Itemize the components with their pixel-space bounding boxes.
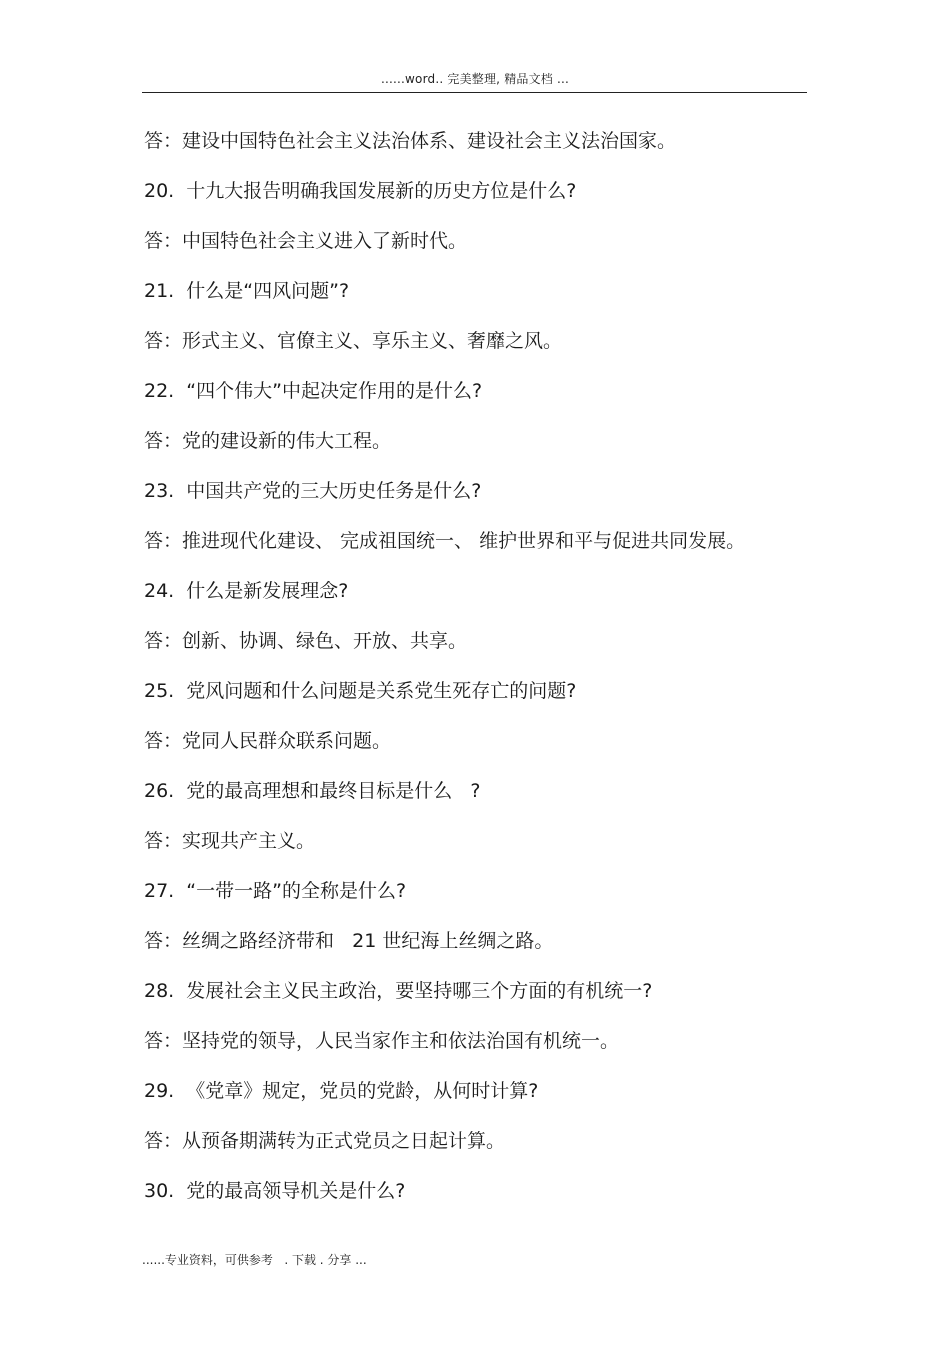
question-line: 25. 党风问题和什么问题是关系党生死存亡的问题? bbox=[144, 680, 577, 702]
answer-line: 答：形式主义、官僚主义、享乐主义、奢靡之风。 bbox=[144, 330, 563, 352]
answer-line: 答：实现共产主义。 bbox=[144, 830, 316, 852]
question-line: 28. 发展社会主义民主政治，要坚持哪三个方面的有机统一? bbox=[144, 980, 653, 1002]
question-line: 26. 党的最高理想和最终目标是什么 ? bbox=[144, 780, 481, 802]
answer-line: 答：创新、协调、绿色、开放、共享。 bbox=[144, 630, 468, 652]
answer-line: 答：丝绸之路经济带和 21 世纪海上丝绸之路。 bbox=[144, 930, 554, 952]
answer-line: 答：推进现代化建设、 完成祖国统一、 维护世界和平与促进共同发展。 bbox=[144, 530, 746, 552]
question-line: 22. “四个伟大”中起决定作用的是什么? bbox=[144, 380, 483, 402]
answer-line: 答：党同人民群众联系问题。 bbox=[144, 730, 392, 752]
question-line: 30. 党的最高领导机关是什么? bbox=[144, 1180, 406, 1202]
answer-line: 答：中国特色社会主义进入了新时代。 bbox=[144, 230, 468, 252]
question-line: 20. 十九大报告明确我国发展新的历史方位是什么? bbox=[144, 180, 577, 202]
question-line: 27. “一带一路”的全称是什么? bbox=[144, 880, 407, 902]
question-line: 29. 《党章》规定，党员的党龄，从何时计算? bbox=[144, 1080, 539, 1102]
page-header: ......word.. 完美整理, 精品文档 ... bbox=[380, 72, 570, 86]
page-footer: ......专业资料，可供参考 . 下载 . 分享 ... bbox=[142, 1253, 367, 1267]
question-line: 21. 什么是“四风问题”? bbox=[144, 280, 350, 302]
answer-line: 答：党的建设新的伟大工程。 bbox=[144, 430, 392, 452]
answer-line: 答：从预备期满转为正式党员之日起计算。 bbox=[144, 1130, 506, 1152]
header-divider bbox=[142, 92, 807, 93]
answer-line: 答：坚持党的领导，人民当家作主和依法治国有机统一。 bbox=[144, 1030, 620, 1052]
question-line: 24. 什么是新发展理念? bbox=[144, 580, 349, 602]
answer-line: 答：建设中国特色社会主义法治体系、建设社会主义法治国家。 bbox=[144, 130, 677, 152]
qa-content bbox=[144, 124, 824, 1224]
question-line: 23. 中国共产党的三大历史任务是什么? bbox=[144, 480, 482, 502]
